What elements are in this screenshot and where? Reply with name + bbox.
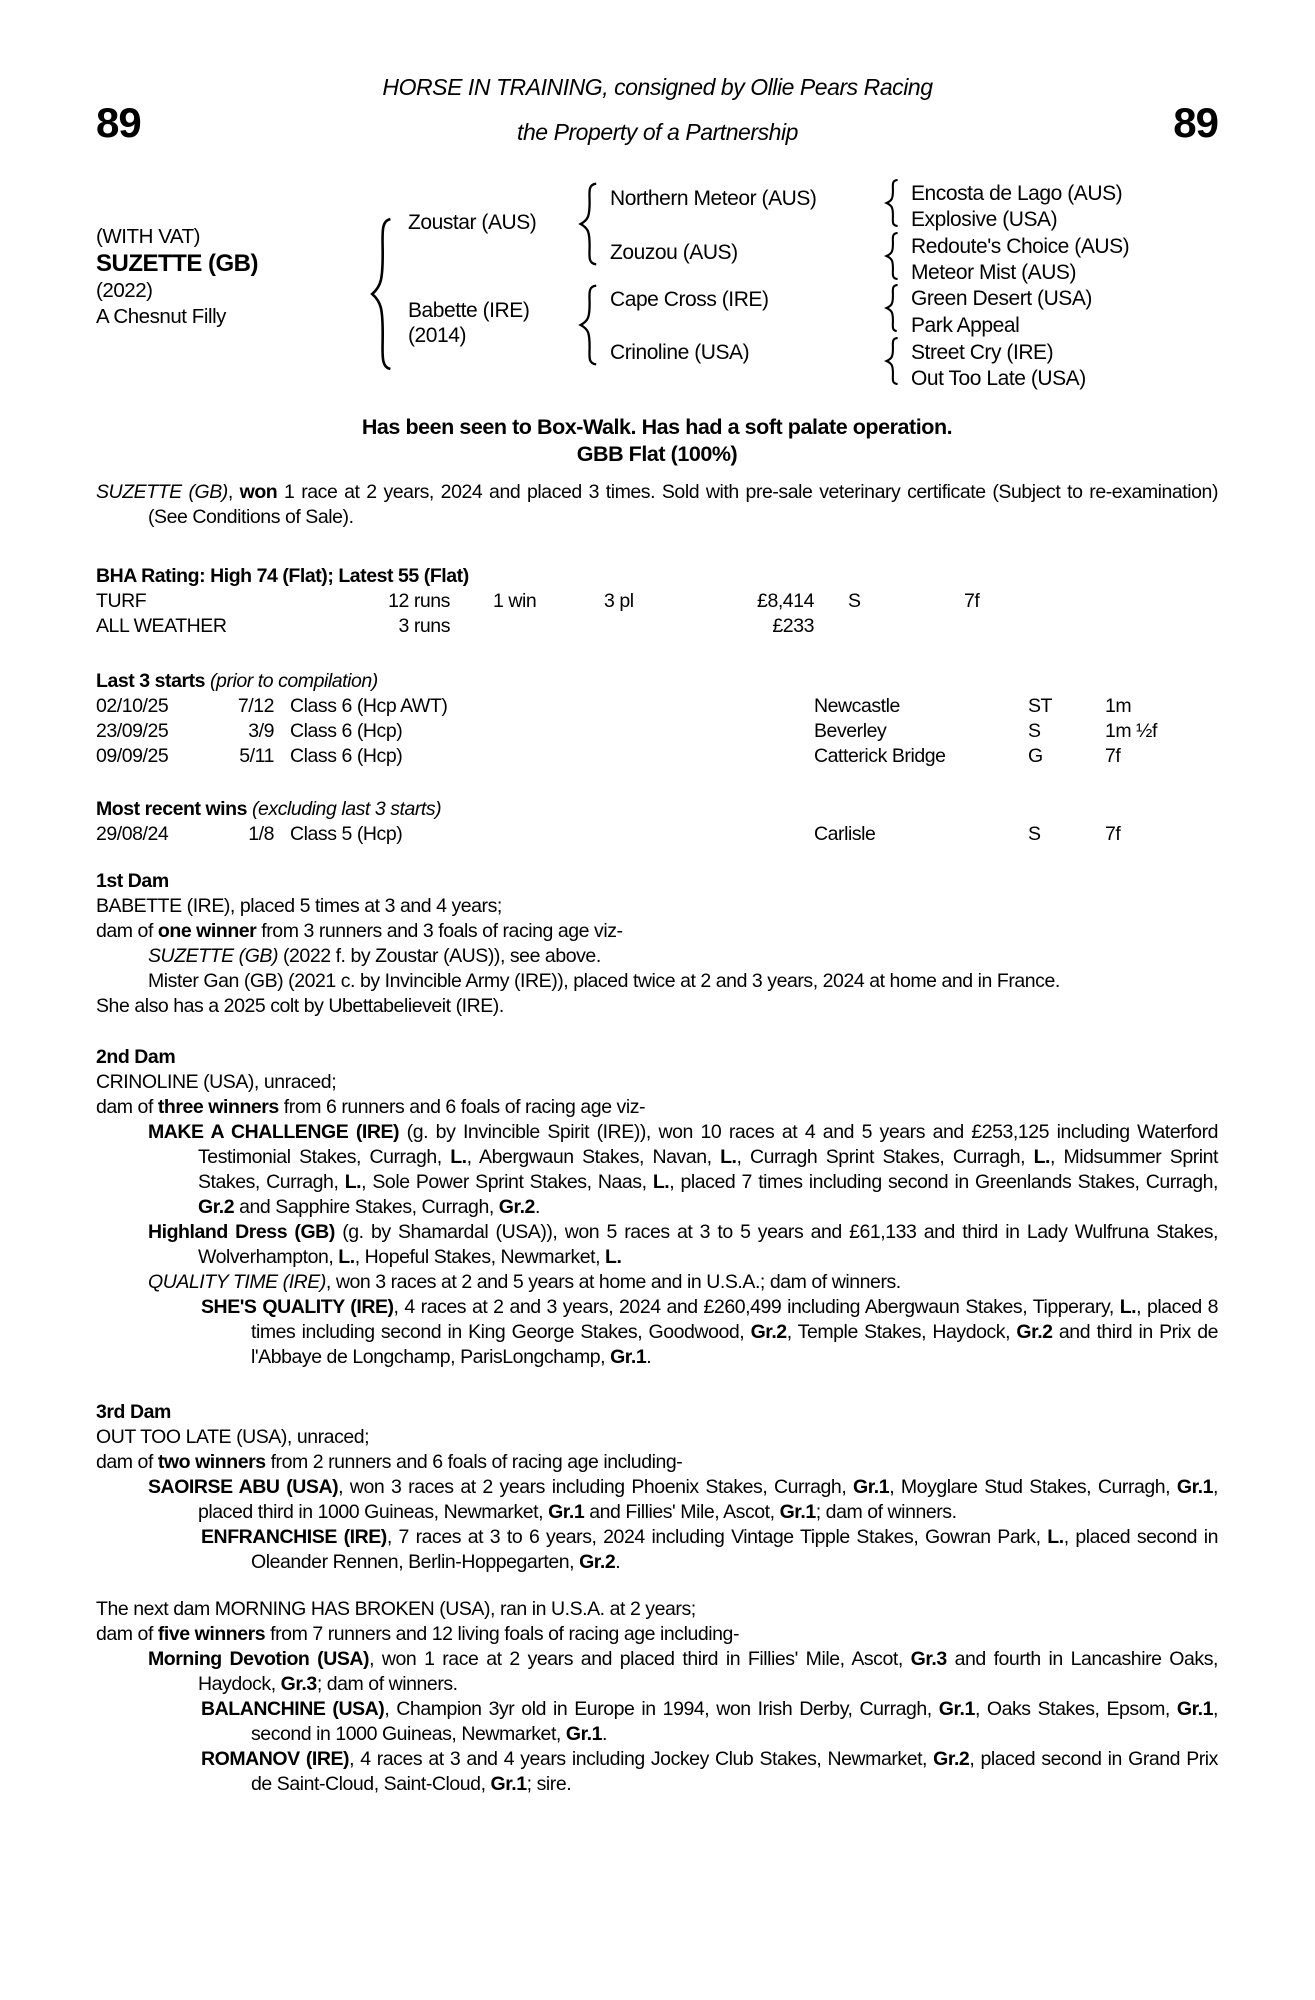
produce-entry: Morning Devotion (USA), won 1 race at 2 years and placed third in Fillies' Mile, Ascot, Gr.3 and fourth in Lancashire Oaks, Haydock, Gr.3; dam of winners.: [148, 1648, 1218, 1695]
vendor-notice-line1: Has been seen to Box-Walk. Has had a soft palate operation.: [361, 415, 953, 439]
race-going: ST: [1028, 695, 1053, 717]
race-distance: 1m: [1105, 695, 1132, 717]
race-course: Newcastle: [814, 695, 900, 717]
horse-summary: [96, 224, 258, 330]
catalogue-body: [0, 414, 1315, 1797]
great-granddam: Explosive (USA): [911, 208, 1058, 231]
pedigree-brace: [884, 284, 901, 332]
pedigree-brace: [884, 232, 901, 280]
race-position: 1/8: [248, 823, 274, 845]
produce-entry: ENFRANCHISE (IRE), 7 races at 3 to 6 years, 2024 including Vintage Tipple Stakes, Gowran Park, L., placed second in Oleander Rennen, Berlin-Hoppegarten, Gr.2.: [201, 1526, 1218, 1573]
distance-value: 7f: [964, 590, 980, 612]
produce-summary: dam of two winners from 2 runners and 6 foals of racing age including-: [96, 1451, 683, 1473]
places-value: 3 pl: [604, 590, 634, 612]
race-position: 5/11: [239, 745, 274, 767]
race-class: Class 6 (Hcp): [290, 720, 403, 742]
vat-note: (WITH VAT): [96, 225, 201, 248]
produce-entry: BALANCHINE (USA), Champion 3yr old in Europe in 1994, won Irish Derby, Curragh, Gr.1, Oaks Stakes, Epsom, Gr.1, second in 1000 Guineas, Newmarket, Gr.1.: [201, 1698, 1219, 1745]
race-distance: 1m ½f: [1105, 720, 1157, 742]
race-going: G: [1028, 745, 1043, 767]
horse-description: A Chesnut Filly: [96, 305, 226, 328]
dam-year-line: (2014): [408, 324, 467, 347]
produce-summary: dam of five winners from 7 runners and 12 living foals of racing age including-: [96, 1623, 739, 1645]
runs-value: 3 runs: [398, 615, 450, 637]
vendor-notice-line2: GBB Flat (100%): [576, 442, 738, 466]
lot-number-right: 89: [1173, 99, 1218, 146]
race-row: [96, 744, 1218, 769]
great-grandsire: Green Desert (USA): [911, 287, 1092, 310]
next-dam-record: The next dam MORNING HAS BROKEN (USA), ran in U.S.A. at 2 years;: [96, 1598, 696, 1620]
going-value: S: [848, 590, 861, 612]
produce-entry: ROMANOV (IRE), 4 races at 3 and 4 years including Jockey Club Stakes, Newmarket, Gr.2, placed second in Grand Prix de Saint-Cloud, Saint-Cloud, Gr.1; sire.: [201, 1748, 1218, 1795]
pedigree-tree: [0, 160, 1315, 410]
race-class: Class 6 (Hcp): [290, 745, 403, 767]
produce-entry: Mister Gan (GB) (2021 c. by Invincible Army (IRE)), placed twice at 2 and 3 years, 2024 at home and in France.: [148, 970, 1060, 992]
section-heading-1st-dam: 1st Dam: [96, 870, 169, 892]
earnings-value: £233: [772, 615, 814, 637]
produce-summary: dam of three winners from 6 runners and 6 foals of racing age viz-: [96, 1096, 646, 1118]
grandsire: Cape Cross (IRE): [610, 288, 769, 311]
sire-name: Zoustar (AUS): [408, 211, 537, 234]
granddam: Zouzou (AUS): [610, 241, 738, 264]
pedigree-brace: [577, 284, 601, 366]
great-grandsire: Encosta de Lago (AUS): [911, 182, 1123, 205]
consignor-title: HORSE IN TRAINING, consigned by Ollie Pears Racing: [382, 74, 933, 100]
great-grandsire: Street Cry (IRE): [911, 341, 1054, 364]
lot-number-left: 89: [96, 99, 141, 146]
produce-entry: MAKE A CHALLENGE (IRE) (g. by Invincible Spirit (IRE)), won 10 races at 4 and 5 years and £253,125 including Waterford Testimonial Stakes, Curragh, L., Abergwaun Stakes, Navan, L., Curragh Sprint Stakes, Curragh, L., Midsummer Sprint Stakes, Curragh, L., Sole Power Sprint Stakes, Naas, L., placed 7 times including second in Greenlands Stakes, Curragh, Gr.2 and Sapphire Stakes, Curragh, Gr.2.: [148, 1121, 1219, 1218]
produce-summary: dam of one winner from 3 runners and 3 foals of racing age viz-: [96, 920, 623, 942]
horse-name: SUZETTE (GB): [96, 250, 258, 277]
race-row: [96, 822, 1218, 847]
section-heading-2nd-dam: 2nd Dam: [96, 1046, 176, 1068]
race-record-summary: SUZETTE (GB), won 1 race at 2 years, 2024 and placed 3 times. Sold with pre-sale veterinary certificate (Subject to re-examination) (See Conditions of Sale).: [96, 481, 1218, 528]
last-starts-heading: Last 3 starts (prior to compilation): [96, 670, 378, 692]
dam-record: CRINOLINE (USA), unraced;: [96, 1071, 337, 1093]
dam-record: BABETTE (IRE), placed 5 times at 3 and 4 years;: [96, 895, 502, 917]
race-class: Class 6 (Hcp AWT): [290, 695, 448, 717]
page-header: [0, 0, 1315, 160]
foaling-year: (2022): [96, 279, 153, 302]
race-distance: 7f: [1105, 823, 1121, 845]
dam-record: OUT TOO LATE (USA), unraced;: [96, 1426, 370, 1448]
pedigree-brace: [368, 216, 396, 372]
property-title: the Property of a Partnership: [517, 119, 798, 145]
race-course: Carlisle: [814, 823, 876, 845]
earnings-value: £8,414: [757, 590, 814, 612]
race-date: 09/09/25: [96, 745, 169, 767]
surface-label: ALL WEATHER: [96, 615, 227, 637]
produce-entry: Highland Dress (GB) (g. by Shamardal (USA)), won 5 races at 3 to 5 years and £61,133 and third in Lady Wulfruna Stakes, Wolverhampton, L., Hopeful Stakes, Newmarket, L.: [148, 1221, 1218, 1268]
pedigree-brace: [884, 337, 901, 385]
race-going: S: [1028, 720, 1041, 742]
recent-wins-heading: Most recent wins (excluding last 3 starts): [96, 798, 442, 820]
great-grandsire: Redoute's Choice (AUS): [911, 235, 1130, 258]
stats-row-all-weather: [96, 614, 1218, 639]
surface-label: TURF: [96, 590, 147, 612]
race-going: S: [1028, 823, 1041, 845]
produce-entry: QUALITY TIME (IRE), won 3 races at 2 and 5 years at home and in U.S.A.; dam of winners.: [148, 1271, 901, 1293]
pedigree-brace: [577, 182, 601, 266]
granddam: Crinoline (USA): [610, 341, 750, 364]
produce-entry: SAOIRSE ABU (USA), won 3 races at 2 years including Phoenix Stakes, Curragh, Gr.1, Moyglare Stud Stakes, Curragh, Gr.1, placed third in 1000 Guineas, Newmarket, Gr.1 and Fillies' Mile, Ascot, Gr.1; dam of winners.: [148, 1476, 1219, 1523]
great-granddam: Meteor Mist (AUS): [911, 261, 1077, 284]
grandsire: Northern Meteor (AUS): [610, 187, 817, 210]
race-date: 23/09/25: [96, 720, 169, 742]
runs-value: 12 runs: [388, 590, 450, 612]
race-position: 3/9: [248, 720, 274, 742]
race-distance: 7f: [1105, 745, 1121, 767]
race-row: [96, 719, 1218, 744]
race-class: Class 5 (Hcp): [290, 823, 403, 845]
bha-rating-heading: BHA Rating: High 74 (Flat); Latest 55 (Flat): [96, 565, 469, 587]
race-position: 7/12: [237, 695, 274, 717]
wins-value: 1 win: [493, 590, 537, 612]
section-heading-3rd-dam: 3rd Dam: [96, 1401, 171, 1423]
dam-name: [408, 298, 529, 348]
produce-entry: SHE'S QUALITY (IRE), 4 races at 2 and 3 years, 2024 and £260,499 including Abergwaun Stakes, Tipperary, L., placed 8 times including second in King George Stakes, Goodwood, Gr.2, Temple Stakes, Haydock, Gr.2 and third in Prix de l'Abbaye de Longchamp, ParisLongchamp, Gr.1.: [201, 1296, 1219, 1368]
produce-note: She also has a 2025 colt by Ubettabelieveit (IRE).: [96, 995, 504, 1017]
great-granddam: Out Too Late (USA): [911, 367, 1086, 390]
race-course: Catterick Bridge: [814, 745, 946, 767]
race-date: 29/08/24: [96, 823, 169, 845]
stats-row-turf: [96, 589, 1218, 614]
great-granddam: Park Appeal: [911, 314, 1020, 337]
produce-entry: SUZETTE (GB) (2022 f. by Zoustar (AUS)), see above.: [148, 945, 601, 967]
race-date: 02/10/25: [96, 695, 169, 717]
pedigree-brace: [884, 179, 901, 227]
race-row: [96, 694, 1218, 719]
dam-name-line: Babette (IRE): [408, 299, 530, 322]
race-course: Beverley: [814, 720, 887, 742]
